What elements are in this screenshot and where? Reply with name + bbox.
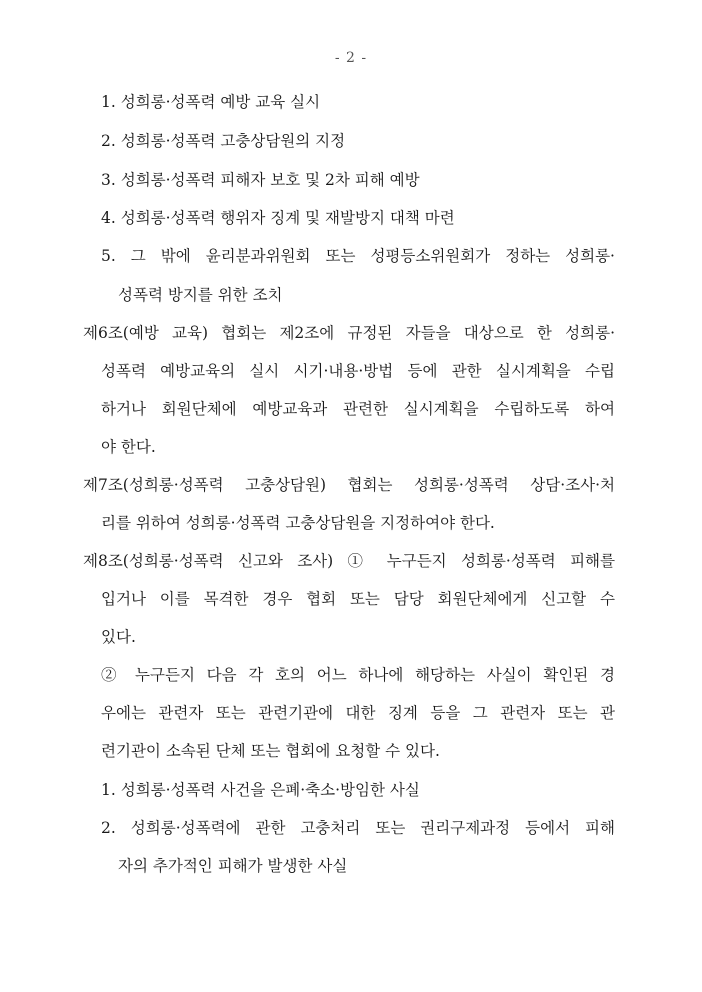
article-6-line-2: 성폭력 예방교육의 실시 시기·내용·방법 등에 관한 실시계획을 수립 <box>101 362 615 380</box>
article-8-item-2-continued: 자의 추가적인 피해가 발생한 사실 <box>118 857 348 875</box>
page-number: - 2 - <box>334 50 368 66</box>
article-8-paragraph-2-line-3: 련기관이 소속된 단체 또는 협회에 요청할 수 있다. <box>101 742 440 760</box>
article-6-line-1: 제6조(예방 교육) 협회는 제2조에 규정된 자들을 대상으로 한 성희롱· <box>83 324 615 342</box>
article-8-paragraph-2-line-2: 우에는 관련자 또는 관련기관에 대한 징계 등을 그 관련자 또는 관 <box>101 704 615 722</box>
article-8-item-1: 1. 성희롱·성폭력 사건을 은폐·축소·방임한 사실 <box>101 781 420 799</box>
list-item-5-continued: 성폭력 방지를 위한 조치 <box>118 286 283 304</box>
list-item-5: 5. 그 밖에 윤리분과위원회 또는 성평등소위원회가 정하는 성희롱· <box>101 247 615 265</box>
article-7-line-1: 제7조(성희롱·성폭력 고충상담원) 협회는 성희롱·성폭력 상담·조사·처 <box>83 476 615 494</box>
list-item-2: 2. 성희롱·성폭력 고충상담원의 지정 <box>101 132 346 150</box>
article-8-line-1: 제8조(성희롱·성폭력 신고와 조사) ① 누구든지 성희롱·성폭력 피해를 <box>83 552 615 570</box>
article-8-line-3: 있다. <box>101 628 136 646</box>
article-6-line-3: 하거나 회원단체에 예방교육과 관련한 실시계획을 수립하도록 하여 <box>101 400 615 418</box>
article-8-line-2: 입거나 이를 목격한 경우 협회 또는 담당 회원단체에게 신고할 수 <box>101 590 615 608</box>
list-item-4: 4. 성희롱·성폭력 행위자 징계 및 재발방지 대책 마련 <box>101 209 455 227</box>
article-7-line-2: 리를 위하여 성희롱·성폭력 고충상담원을 지정하여야 한다. <box>101 514 495 532</box>
article-6-line-4: 야 한다. <box>101 438 156 456</box>
article-8-paragraph-2-line-1: ② 누구든지 다음 각 호의 어느 하나에 해당하는 사실이 확인된 경 <box>101 666 615 684</box>
list-item-3: 3. 성희롱·성폭력 피해자 보호 및 2차 피해 예방 <box>101 171 420 189</box>
list-item-1: 1. 성희롱·성폭력 예방 교육 실시 <box>101 93 321 111</box>
article-8-item-2: 2. 성희롱·성폭력에 관한 고충처리 또는 권리구제과정 등에서 피해 <box>101 819 615 837</box>
